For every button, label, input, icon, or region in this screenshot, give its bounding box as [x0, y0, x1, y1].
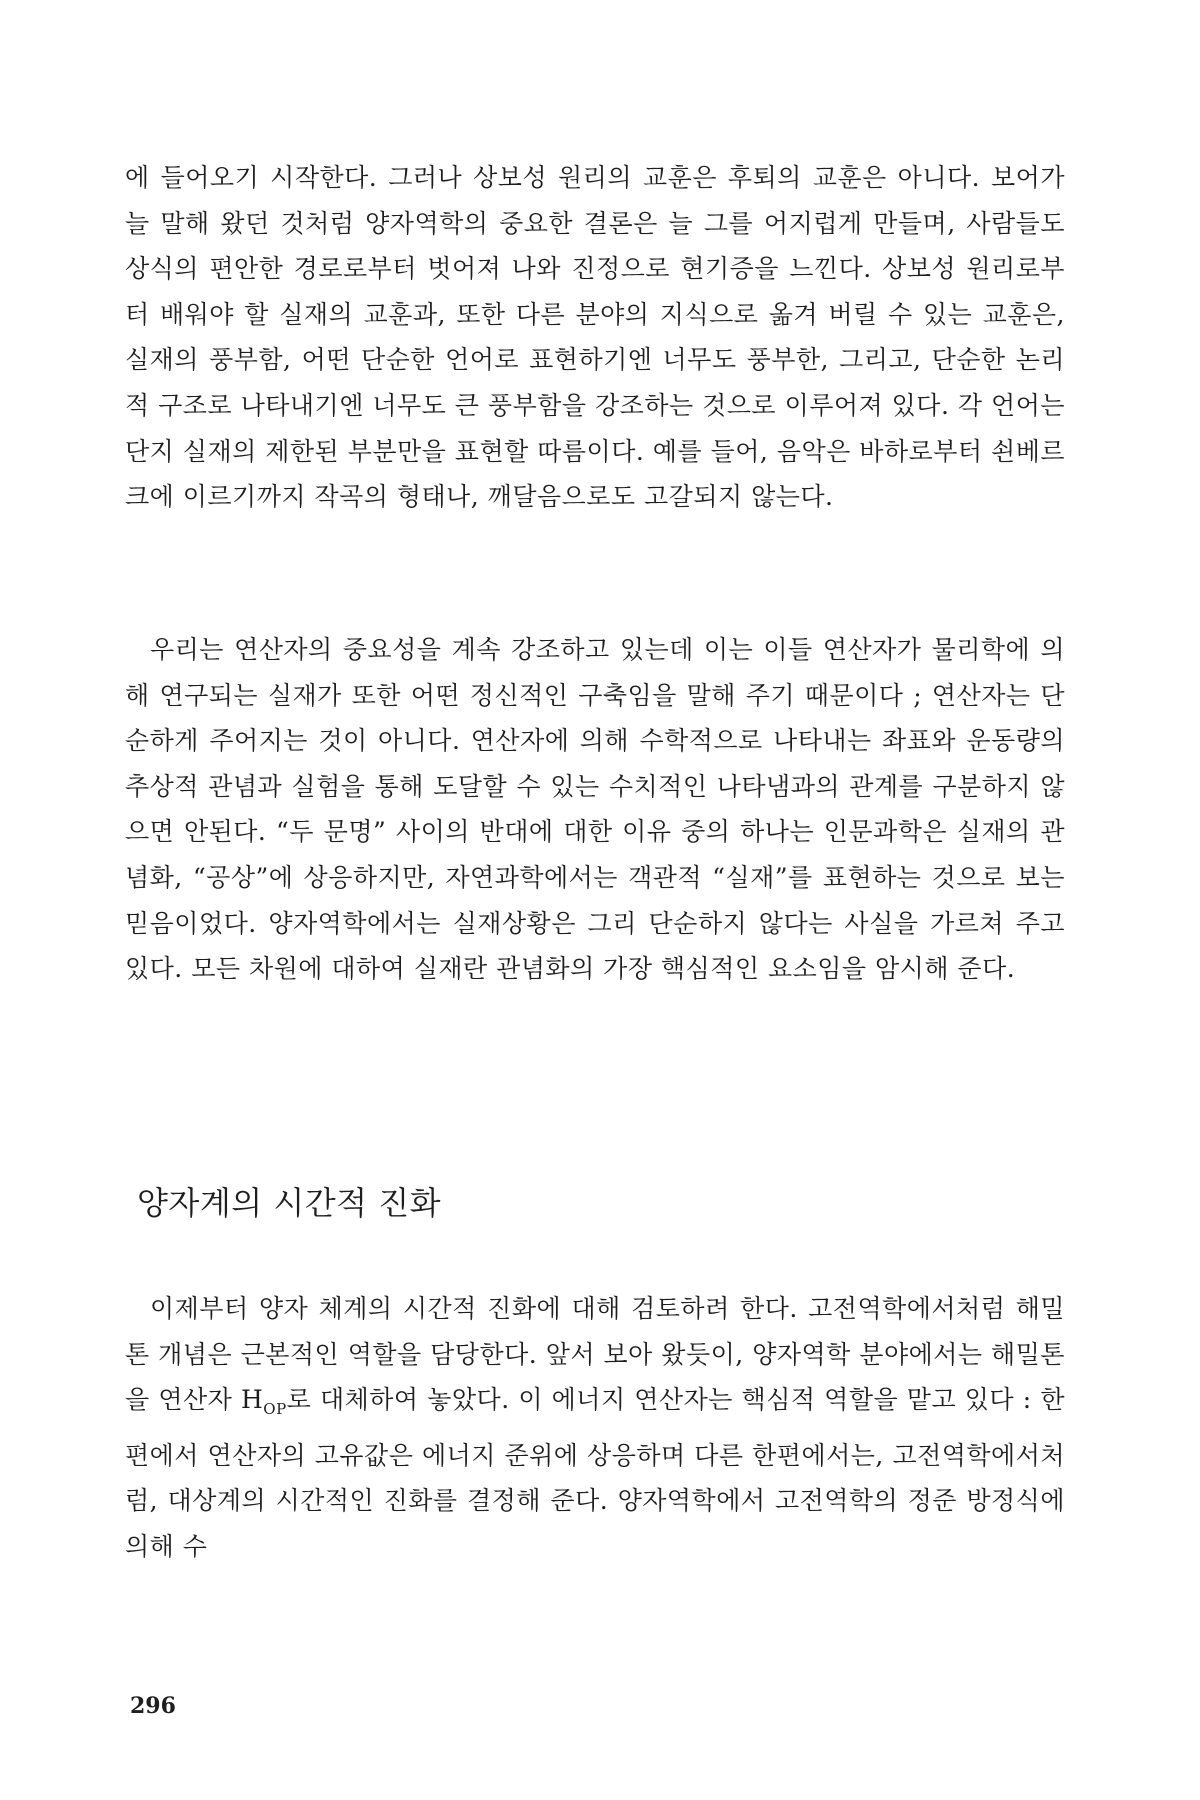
section-heading: 양자계의 시간적 진화: [137, 1184, 442, 1222]
paragraph-text-part: 로 대체하여 놓았다. 이 에너지 연산자는 핵심적 역할을 맡고 있다 : 한편에서 연산자의 고유값은 에너지 준위에 상응하며 다른 한편에서는, 고전역학에서처럼, 대상계의 시간적인 진화를 결정해 준다. 양자역학에서 고전역학의 정준 방정식에 의해 수: [125, 1385, 1065, 1561]
paragraph-3: [125, 1286, 1065, 1570]
symbol-letter: H: [240, 1385, 264, 1415]
symbol-subscript: OP: [263, 1400, 287, 1419]
paragraph-text-part: 이제부터 양자 체계의 시간적 진화에 대해 검토하려 한다. 고전역학에서처럼 해밀톤 개념은 근본적인 역할을 담당한다. 앞서 보아 왔듯이, 양자역학 분야에서는 해밀톤을 연산자: [125, 1294, 1065, 1415]
book-page: [125, 0, 1065, 1800]
paragraph-text: [125, 1286, 1065, 1570]
paragraph-text: 에 들어오기 시작한다. 그러나 상보성 원리의 교훈은 후퇴의 교훈은 아니다. 보어가 늘 말해 왔던 것처럼 양자역학의 중요한 결론은 늘 그를 어지럽게 만들며, 사람들도 상식의 편안한 경로로부터 벗어져 나와 진정으로 현기증을 느낀다. 상보성 원리로부터 배워야 할 실재의 교훈과, 또한 다른 분야의 지식으로 옮겨 버릴 수 있는 교훈은, 실재의 풍부함, 어떤 단순한 언어로 표현하기엔 너무도 풍부한, 그리고, 단순한 논리적 구조로 나타내기엔 너무도 큰 풍부함을 강조하는 것으로 이루어져 있다. 각 언어는 단지 실재의 제한된 부분만을 표현할 따름이다. 예를 들어, 음악은 바하로부터 쇤베르크에 이르기까지 작곡의 형태나, 깨달음으로도 고갈되지 않는다.: [125, 163, 1065, 512]
paragraph-text: 우리는 연산자의 중요성을 계속 강조하고 있는데 이는 이들 연산자가 물리학에 의해 연구되는 실재가 또한 어떤 정신적인 구축임을 말해 주기 때문이다 ; 연산자는 단순하게 주어지는 것이 아니다. 연산자에 의해 수학적으로 나타내는 좌표와 운동량의 추상적 관념과 실험을 통해 도달할 수 있는 수치적인 나타냄과의 관계를 구분하지 않으면 안된다. “두 문명” 사이의 반대에 대한 이유 중의 하나는 인문과학은 실재의 관념화, “공상”에 상응하지만, 자연과학에서는 객관적 “실재”를 표현하는 것으로 보는 믿음이었다. 양자역학에서는 실재상황은 그리 단순하지 않다는 사실을 가르쳐 주고 있다. 모든 차원에 대하여 실재란 관념화의 가장 핵심적인 요소임을 암시해 준다.: [125, 635, 1065, 984]
page-number: 296: [130, 1693, 176, 1719]
paragraph-2: [125, 627, 1065, 992]
paragraph-1: [125, 155, 1065, 520]
hamiltonian-operator-symbol: [240, 1385, 287, 1419]
